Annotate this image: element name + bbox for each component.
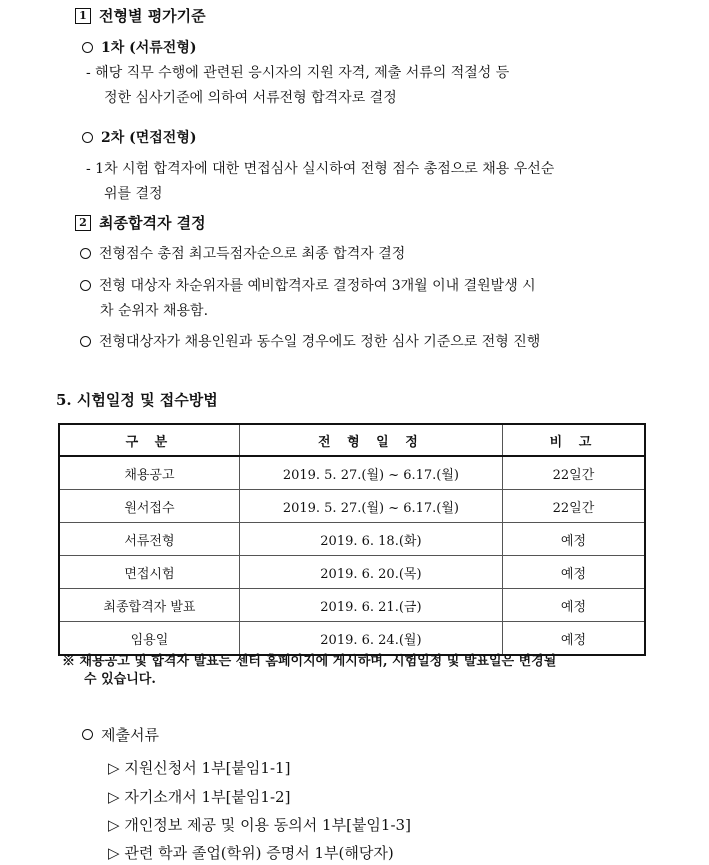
- circle-bullet-icon: [80, 248, 91, 259]
- cell-schedule: 2019. 6. 21.(금): [239, 589, 502, 622]
- cell-remarks: 22일간: [502, 490, 645, 523]
- cell-category: 채용공고: [59, 456, 239, 490]
- final-item-2-text: 전형 대상자 차순위자를 예비합격자로 결정하여 3개월 이내 결원발생 시: [99, 278, 536, 294]
- table-row: [59, 556, 645, 589]
- document-item-text: 자기소개서 1부[붙임1-2]: [124, 788, 291, 806]
- final-item-1: [80, 243, 405, 263]
- circle-bullet-icon: [82, 42, 93, 53]
- step-1-desc-line2: 정한 심사기준에 의하여 서류전형 합격자로 결정: [104, 90, 397, 106]
- circle-bullet-icon: [82, 132, 93, 143]
- step-1-desc-line1: - 해당 직무 수행에 관련된 응시자의 지원 자격, 제출 서류의 적절성 등: [86, 65, 510, 81]
- step-2-heading: [82, 127, 196, 147]
- cell-schedule: 2019. 6. 18.(화): [239, 523, 502, 556]
- step-2-desc-line2: 위를 결정: [104, 186, 163, 202]
- document-item: [108, 786, 290, 807]
- final-item-1-text: 전형점수 총점 최고득점자순으로 최종 합격자 결정: [99, 246, 406, 262]
- cell-remarks: 22일간: [502, 456, 645, 490]
- table-row: [59, 490, 645, 523]
- documents-heading: [82, 724, 159, 745]
- cell-category: 면접시험: [59, 556, 239, 589]
- triangle-bullet-icon: ▷: [108, 788, 120, 806]
- document-item-text: 관련 학과 졸업(학위) 증명서 1부(해당자): [124, 844, 394, 862]
- cell-category: 원서접수: [59, 490, 239, 523]
- schedule-table: [58, 423, 646, 656]
- table-row: [59, 523, 645, 556]
- note-line1: ※ 채용공고 및 합격자 발표는 센터 홈페이지에 게시하며, 시험일정 및 발표일은 변경될: [62, 654, 557, 669]
- cell-remarks: 예정: [502, 589, 645, 622]
- triangle-bullet-icon: ▷: [108, 844, 120, 862]
- header-schedule: 전 형 일 정: [239, 424, 502, 456]
- section-2-number: 2: [75, 215, 91, 231]
- note-line2: 수 있습니다.: [84, 672, 156, 687]
- section-5-title: 5. 시험일정 및 접수방법: [56, 391, 218, 409]
- step-2-title: 2차 (면접전형): [101, 130, 197, 146]
- section-2-heading: [75, 212, 206, 233]
- cell-remarks: 예정: [502, 622, 645, 656]
- section-1-heading: [75, 5, 206, 26]
- cell-schedule: 2019. 6. 24.(월): [239, 622, 502, 656]
- header-remarks: 비 고: [502, 424, 645, 456]
- cell-remarks: 예정: [502, 523, 645, 556]
- circle-bullet-icon: [80, 280, 91, 291]
- section-2-title: 최종합격자 결정: [99, 214, 206, 232]
- cell-schedule: 2019. 6. 20.(목): [239, 556, 502, 589]
- table-row: [59, 589, 645, 622]
- document-item-text: 지원신청서 1부[붙임1-1]: [124, 759, 291, 777]
- cell-category: 최종합격자 발표: [59, 589, 239, 622]
- section-1-title: 전형별 평가기준: [99, 7, 206, 25]
- header-category: 구 분: [59, 424, 239, 456]
- section-1-number: 1: [75, 8, 91, 24]
- step-1-title: 1차 (서류전형): [101, 40, 197, 56]
- step-2-desc-line1: - 1차 시험 합격자에 대한 면접심사 실시하여 전형 점수 총점으로 채용 우선순: [86, 161, 555, 177]
- circle-bullet-icon: [82, 729, 93, 740]
- cell-category: 임용일: [59, 622, 239, 656]
- triangle-bullet-icon: ▷: [108, 816, 120, 834]
- final-item-2: [80, 275, 536, 295]
- documents-title: 제출서류: [101, 726, 159, 744]
- cell-remarks: 예정: [502, 556, 645, 589]
- circle-bullet-icon: [80, 336, 91, 347]
- document-item: [108, 757, 290, 778]
- triangle-bullet-icon: ▷: [108, 759, 120, 777]
- final-item-3-text: 전형대상자가 채용인원과 동수일 경우에도 정한 심사 기준으로 전형 진행: [99, 334, 541, 350]
- document-item: [108, 814, 411, 835]
- cell-schedule: 2019. 5. 27.(월) ~ 6.17.(월): [239, 456, 502, 490]
- final-item-3: [80, 331, 540, 351]
- step-1-heading: [82, 37, 196, 57]
- document-item-text: 개인정보 제공 및 이용 동의서 1부[붙임1-3]: [124, 816, 411, 834]
- table-row: [59, 456, 645, 490]
- cell-category: 서류전형: [59, 523, 239, 556]
- cell-schedule: 2019. 5. 27.(월) ~ 6.17.(월): [239, 490, 502, 523]
- table-header-row: [59, 424, 645, 456]
- final-item-2-line2: 차 순위자 채용함.: [100, 303, 209, 319]
- document-item: [108, 842, 394, 863]
